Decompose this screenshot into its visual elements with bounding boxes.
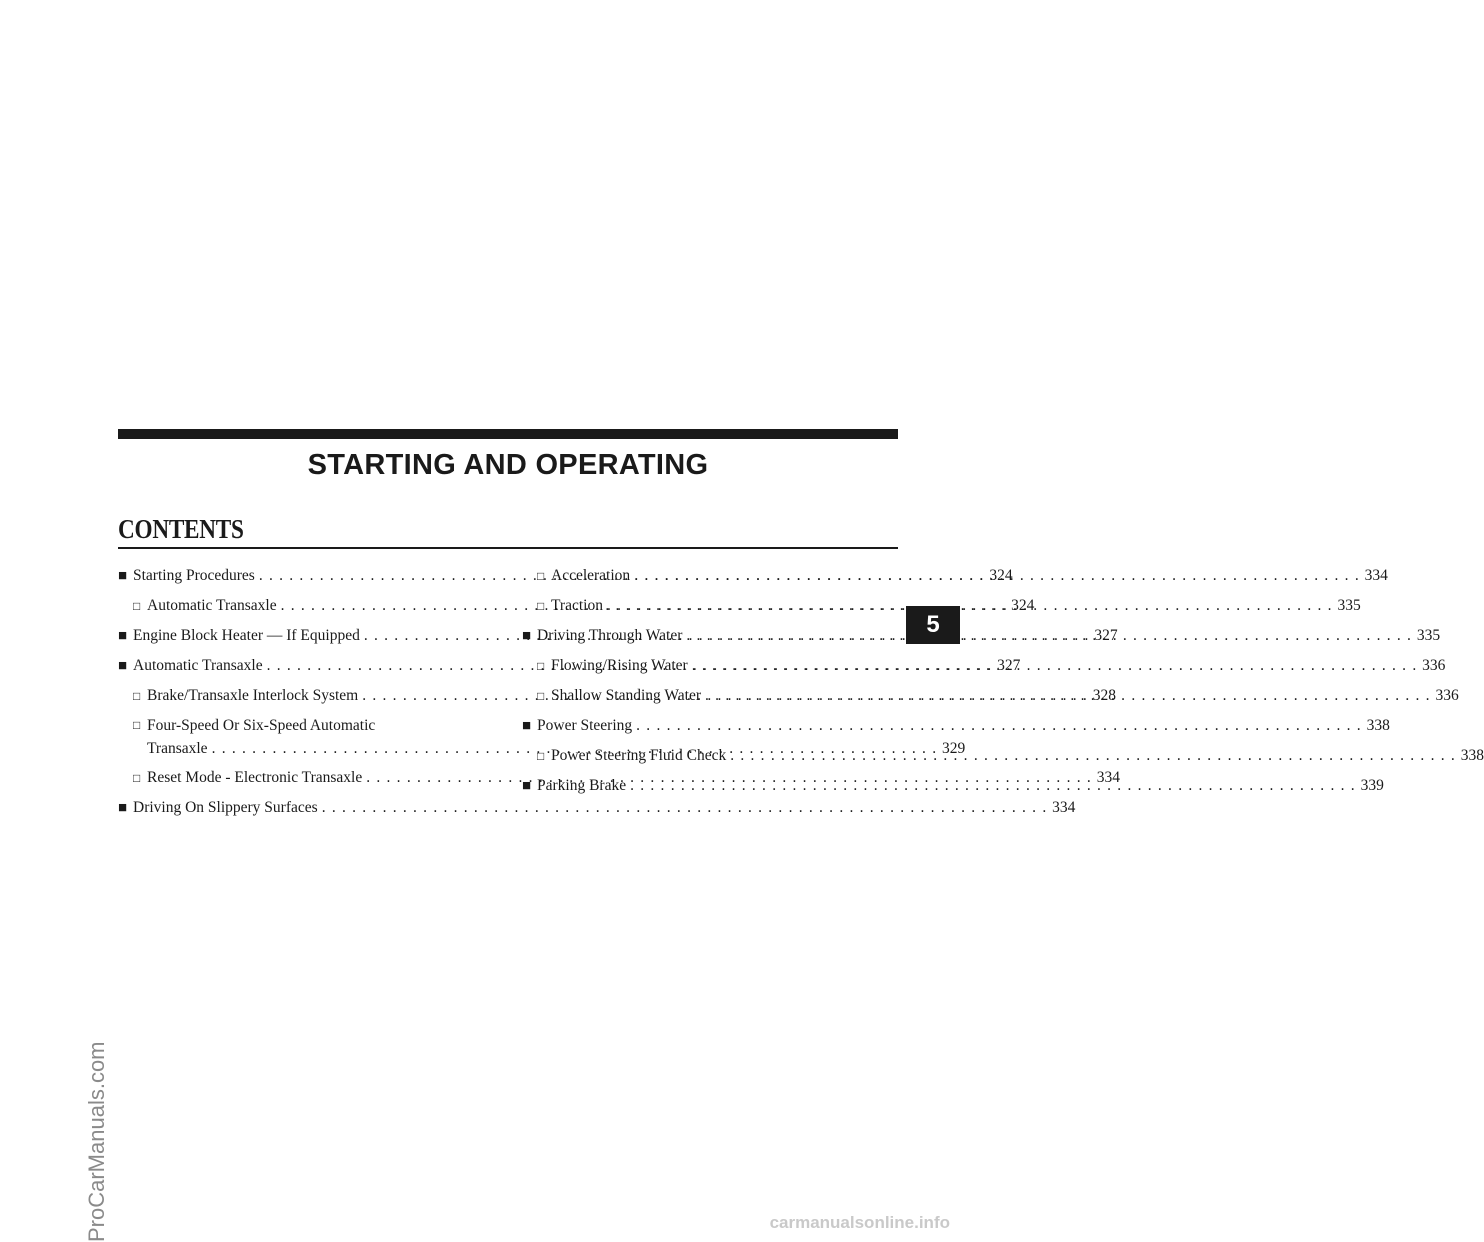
toc-entry-label: Automatic Transaxle: [147, 597, 277, 614]
toc-entry-label: Automatic Transaxle: [133, 657, 263, 674]
toc-entry-page: 324: [1011, 597, 1035, 614]
toc-entry-page: 334: [1052, 799, 1076, 816]
toc-entry-label: Traction: [551, 597, 603, 614]
hollow-square-bullet-icon: □: [537, 749, 545, 763]
dot-leader: [686, 626, 1412, 645]
toc-entry-page: 336: [1435, 687, 1459, 704]
toc-entry-page: 335: [1337, 597, 1361, 614]
toc-entry-label: Brake/Transaxle Interlock System: [147, 687, 359, 704]
filled-square-bullet-icon: ■: [522, 628, 532, 644]
toc-entry-page: 335: [1416, 627, 1441, 644]
toc-entry-label: Shallow Standing Water: [551, 687, 702, 704]
dot-leader: [730, 746, 1456, 765]
hollow-square-bullet-icon: □: [537, 569, 545, 583]
dot-leader: [636, 716, 1362, 735]
toc-entry-label: Parking Brake: [537, 777, 627, 794]
chapter-title: STARTING AND OPERATING: [307, 449, 709, 481]
hollow-square-bullet-icon: □: [133, 599, 141, 613]
filled-square-bullet-icon: ■: [118, 800, 128, 816]
toc-entry-label: Acceleration: [551, 567, 631, 584]
toc-entry-label: Reset Mode - Electronic Transaxle: [147, 769, 363, 786]
toc-entry[interactable]: [522, 716, 1390, 736]
toc-entry-page: 336: [1422, 657, 1446, 674]
dot-leader: [634, 566, 1360, 585]
toc-entry-label-continued: Transaxle: [147, 740, 208, 757]
toc-entry-label: Flowing/Rising Water: [551, 657, 688, 674]
filled-square-bullet-icon: ■: [522, 718, 532, 734]
hollow-square-bullet-icon: □: [537, 599, 545, 613]
filled-square-bullet-icon: ■: [118, 658, 128, 674]
filled-square-bullet-icon: ■: [522, 778, 532, 794]
toc-entry-label: Starting Procedures: [133, 567, 255, 584]
hollow-square-bullet-icon: □: [537, 689, 545, 703]
side-watermark: ProCarManuals.com: [84, 1041, 109, 1242]
contents-divider: [118, 547, 898, 549]
toc-entry-page: 334: [1364, 567, 1388, 584]
dot-leader: [705, 686, 1431, 705]
toc-entry-page: 339: [1360, 777, 1384, 794]
hollow-square-bullet-icon: □: [133, 718, 141, 732]
filled-square-bullet-icon: ■: [118, 628, 128, 644]
toc-entry-page: 327: [1094, 627, 1118, 644]
dot-leader: [607, 596, 1333, 615]
toc-entry-page: 324: [989, 567, 1013, 584]
toc-entry-page: 334: [1096, 769, 1120, 786]
hollow-square-bullet-icon: □: [133, 771, 141, 785]
toc-entry-label: Engine Block Heater — If Equipped: [133, 627, 360, 644]
toc-entry-page: 328: [1092, 687, 1116, 704]
toc-entry-label: Driving Through Water: [537, 627, 683, 644]
toc-entry-page: 338: [1460, 747, 1484, 764]
toc-entry-page: 327: [997, 657, 1021, 674]
chapter-top-rule: [118, 429, 898, 439]
toc-entry-label: Power Steering Fluid Check: [551, 747, 727, 764]
contents-heading: CONTENTS: [118, 514, 244, 544]
toc-entry-page: 338: [1366, 717, 1390, 734]
toc-entry-page: 329: [942, 740, 966, 757]
hollow-square-bullet-icon: □: [133, 689, 141, 703]
toc-entry[interactable]: [118, 798, 1076, 818]
footer-watermark: carmanualsonline.info: [769, 1213, 950, 1232]
toc-entry-label: Four-Speed Or Six-Speed Automatic: [147, 717, 376, 734]
dot-leader: [630, 776, 1356, 795]
hollow-square-bullet-icon: □: [537, 659, 545, 673]
chapter-tab: 5: [906, 606, 960, 644]
toc-entry-label: Driving On Slippery Surfaces: [133, 799, 318, 816]
filled-square-bullet-icon: ■: [118, 568, 128, 584]
toc-entry-label: Power Steering: [537, 717, 633, 734]
dot-leader: [692, 656, 1418, 675]
